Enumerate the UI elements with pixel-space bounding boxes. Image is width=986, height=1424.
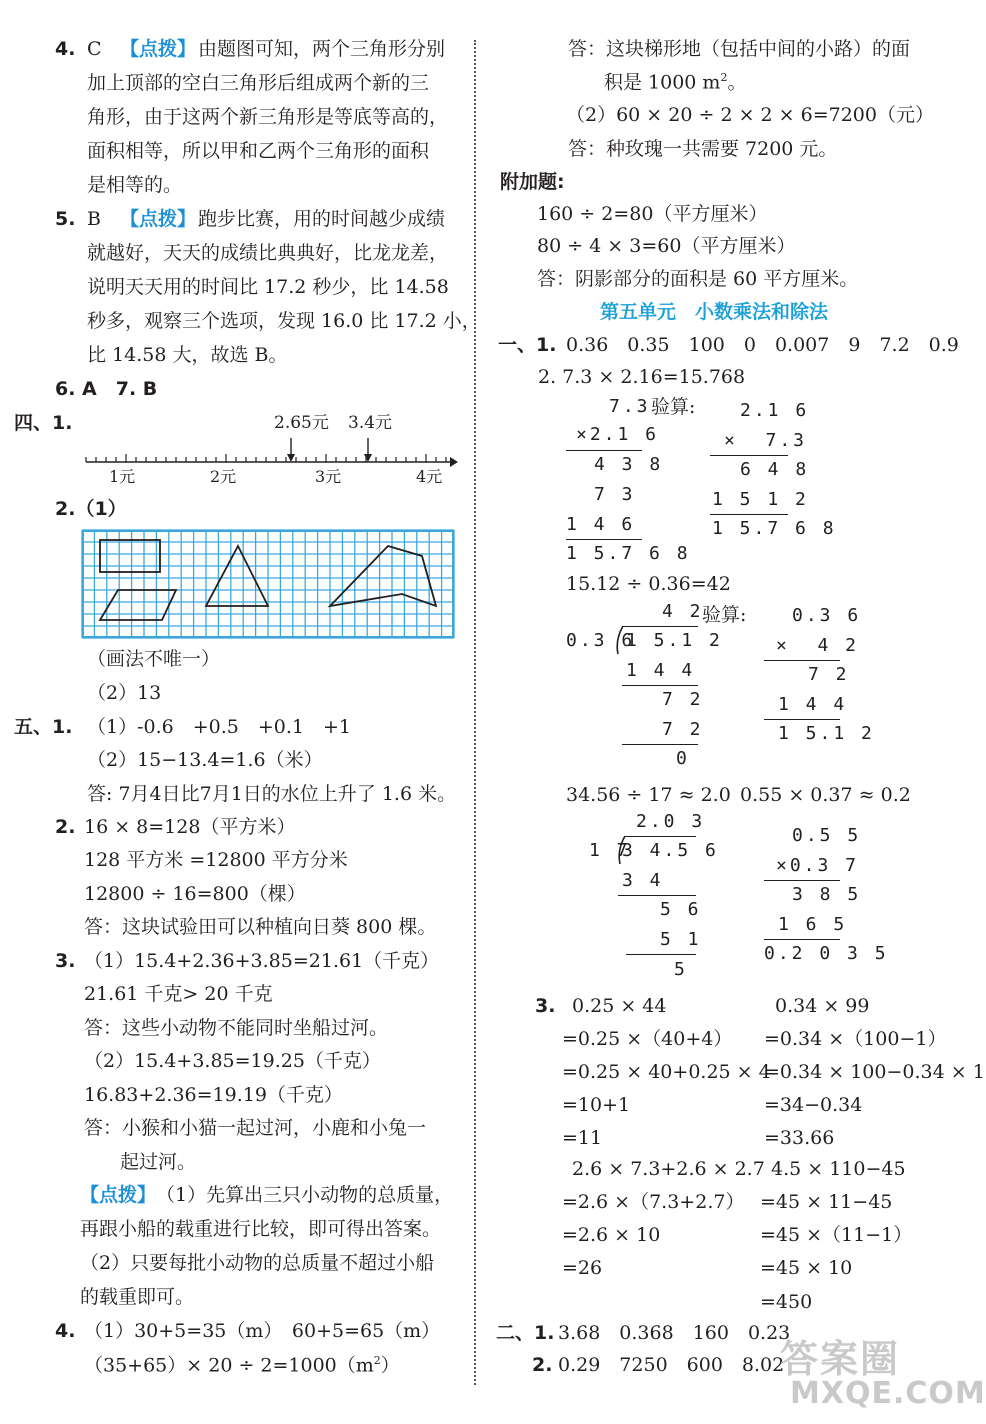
q6-q7-answers: 6. A 7. B: [55, 378, 158, 400]
mult4-result: 0.2 0 3 5: [764, 943, 889, 964]
div2-vinculum: [624, 836, 696, 837]
r-answer4-cost: 答：种玫瑰一共需要 7200 元。: [568, 138, 838, 160]
s5-q3-tip-line3: （2）只要每批小动物的总质量不超过小船: [80, 1252, 435, 1274]
s5-q3-answer2-line1: 答：小猴和小猫一起过河，小鹿和小兔一: [84, 1117, 427, 1139]
q4-line5: 是相等的。: [87, 174, 183, 196]
q5-line2: 就越好，天天的成绩比典典好，比龙龙差，: [87, 242, 449, 264]
s5-q3-line1: （1）15.4+2.36+3.85=21.61（千克）: [84, 950, 440, 972]
s5-q4-line2: $(35+65)\times 20 \div 2=1000(m^2)$: [84, 1354, 400, 1377]
calc4-line: =450: [760, 1291, 813, 1313]
s5-q4-line1: （1）30+5=35（m） 60+5=65（m）: [84, 1320, 441, 1342]
mult1-multiplier: ×2.1 6: [576, 424, 660, 445]
mult3-line2: [764, 719, 840, 720]
calc1-line: =11: [562, 1127, 603, 1149]
div2-subtract1: 3 4: [622, 870, 664, 891]
s5-q4-number: 4.: [55, 1320, 76, 1342]
r-section-2-q2-values: 0.29 7250 600 8.02: [558, 1354, 785, 1376]
q4-line2: 加上顶部的空白三角形后组成两个新的三: [87, 72, 430, 94]
calc3-line: =2.6 × 10: [562, 1224, 661, 1246]
s5-q3-number: 3.: [55, 950, 76, 972]
r-section-2-q1-values: 3.68 0.368 160 0.23: [558, 1322, 791, 1344]
div2-divisor: 1 7: [589, 840, 631, 861]
approx-division: 34.56 ÷ 17 ≈ 2.0: [566, 784, 731, 806]
mult4-multiplicand: 0.5 5: [792, 825, 862, 846]
calc2-line: =33.66: [764, 1127, 835, 1149]
s5-q2-line1: 16 × 8=128（平方米）: [84, 816, 296, 838]
column-divider: [474, 40, 476, 1385]
section-5-label: 五、1.: [14, 716, 73, 738]
mult1-partial2: 7 3: [594, 484, 636, 505]
mult4-multiplier: ×0.3 7: [776, 855, 860, 876]
q5-line5: 比 14.58 大，故选 B。: [87, 344, 288, 366]
s5-q1-part1: （1）-0.6 +0.5 +0.1 +1: [87, 716, 352, 738]
mult1-multiplicand: 7.3: [609, 396, 651, 417]
mult4-partial2: 1 6 5: [778, 914, 848, 935]
calc4-line: =45 ×（11−1）: [760, 1224, 913, 1246]
watermark-url: MXQE.COM: [790, 1376, 986, 1411]
mult1-partial1: 4 3 8: [594, 454, 664, 475]
r-section-2-q2-number: 2.: [532, 1354, 553, 1376]
number-line-label-4: 4元: [416, 467, 443, 486]
div2-line1: [618, 895, 696, 896]
r-section-1-values: 0.36 0.35 100 0 0.007 9 7.2 0.9: [566, 334, 959, 356]
div2-line2: [626, 954, 696, 955]
mult3-partial2: 1 4 4: [778, 694, 848, 715]
q5-number: 5.: [55, 208, 76, 230]
extra-line1: 160 ÷ 2=80（平方厘米）: [537, 203, 768, 225]
calc4-line: 4.5 × 110−45: [771, 1158, 906, 1180]
calc2-line: 0.34 × 99: [775, 995, 870, 1017]
calc2-line: =34−0.34: [764, 1094, 863, 1116]
s5-q3-line2: 21.61 千克> 20 千克: [84, 983, 273, 1005]
r-answer4-line1: 答：这块梯形地（包括中间的小路）的面: [568, 38, 911, 60]
mult4-partial1: 3 8 5: [792, 884, 862, 905]
s5-q2-answer: 答：这块试验田可以种植向日葵 800 棵。: [84, 916, 437, 938]
q2-part2: （2）13: [87, 682, 162, 704]
q4-tip-tag: 【点拨】: [120, 38, 197, 60]
mult3-multiplier: × 4 2: [776, 635, 860, 656]
calc1-line: 0.25 × 44: [572, 995, 667, 1017]
section-4-label: 四、1.: [14, 412, 73, 434]
s5-q1-part2: （2）15−13.4=1.6（米）: [87, 749, 323, 771]
s5-q3-line3: （2）15.4+3.85=19.25（千克）: [84, 1050, 381, 1072]
q5-line4: 秒多，观察三个选项，发现 16.0 比 17.2 小，: [87, 310, 481, 332]
number-line-label-1: 1元: [109, 467, 136, 486]
r-q4-part2: （2）60 × 20 ÷ 2 × 2 × 6=7200（元）: [566, 104, 934, 126]
mult2-line2: [710, 514, 788, 515]
check-label-2: 验算:: [702, 604, 747, 626]
s5-q2-line3: 12800 ÷ 16=800（棵）: [84, 883, 306, 905]
approx-multiplication: 0.55 × 0.37 ≈ 0.2: [740, 784, 911, 806]
div1-vinculum: [622, 626, 698, 627]
grid-drawing: [82, 530, 454, 638]
div2-remainder2: 5: [674, 959, 688, 980]
calc2-line: =0.34 × 100−0.34 × 1: [764, 1061, 985, 1083]
s5-q3-tip-line4: 的载重即可。: [80, 1286, 195, 1308]
div1-subtract1: 1 4 4: [626, 660, 696, 681]
div2-dividend: 3 4.5 6: [622, 840, 719, 861]
div1-line2: [622, 744, 698, 745]
div2-quotient: 2.0 3: [636, 811, 706, 832]
calc2-line: =0.34 ×（100−1）: [764, 1028, 947, 1050]
mult3-line1: [764, 660, 840, 661]
extra-answer: 答：阴影部分的面积是 60 平方厘米。: [537, 268, 859, 290]
q4-line4: 面积相等，所以甲和乙两个三角形的面积: [87, 140, 430, 162]
calc4-line: =45 × 11−45: [760, 1191, 893, 1213]
div1-line1: [622, 685, 698, 686]
q5-tip-tag: 【点拨】: [120, 208, 197, 230]
s5-q1-answer: 答: 7月4日比7月1日的水位上升了 1.6 米。: [87, 783, 457, 805]
s5-q2-line2: 128 平方米 =12800 平方分米: [84, 849, 348, 871]
mult1-line1: [566, 450, 642, 451]
div1-remainder2: 0: [676, 748, 690, 769]
div2-subtract2: 5 1: [660, 929, 702, 950]
calc4-line: =45 × 10: [760, 1257, 853, 1279]
s5-q3-answer2-line2: 起过河。: [120, 1151, 197, 1173]
extra-question-label: 附加题:: [500, 171, 565, 193]
q4-line3: 角形，由于这两个新三角形是等底等高的，: [87, 106, 449, 128]
div1-remainder1: 7 2: [662, 689, 704, 710]
calc1-line: =10+1: [562, 1094, 631, 1116]
calc3-line: =2.6 ×（7.3+2.7）: [562, 1191, 745, 1213]
r-answer4-line2: 积是 1000 $m^2$。: [604, 71, 747, 94]
mult2-multiplicand: 2.1 6: [740, 400, 810, 421]
mult4-line1: [764, 880, 840, 881]
s5-q3-line4: 16.83+2.36=19.19（千克）: [84, 1084, 343, 1106]
q5-line1: 跑步比赛，用的时间越少成绩: [198, 208, 446, 230]
div1-subtract2: 7 2: [662, 719, 704, 740]
s5-q2-number: 2.: [55, 816, 76, 838]
mult3-result: 1 5.1 2: [778, 723, 875, 744]
q2-part1: 2.（1）: [55, 498, 127, 520]
div1-quotient: 4 2: [662, 601, 704, 622]
r-q2-equation: 2. 7.3 × 2.16=15.768: [538, 366, 746, 388]
number-line-label-3: 3元: [315, 467, 342, 486]
mult2-partial2: 1 5 1 2: [712, 489, 809, 510]
mult1-result: 1 5.7 6 8: [566, 543, 691, 564]
q4-line1: 由题图可知，两个三角形分别: [198, 38, 446, 60]
r-section-1-label: 一、1.: [498, 334, 557, 356]
mult2-partial1: 6 4 8: [740, 459, 810, 480]
q4-number: 4.: [55, 38, 76, 60]
mult3-partial1: 7 2: [808, 664, 850, 685]
q5-answer: B: [87, 208, 101, 230]
mult1-partial3: 1 4 6: [566, 514, 636, 535]
q5-line3: 说明天天用的时间比 17.2 秒少，比 14.58: [87, 276, 449, 298]
calc1-line: =0.25 × 40+0.25 × 4: [562, 1061, 771, 1083]
s5-q3-tip-line2: 再跟小船的载重进行比较，即可得出答案。: [80, 1218, 442, 1240]
calc1-line: =0.25 ×（40+4）: [562, 1028, 733, 1050]
r-section-2-label: 二、1.: [496, 1322, 555, 1344]
q4-answer: C: [87, 38, 102, 60]
mult3-multiplicand: 0.3 6: [792, 605, 862, 626]
mult2-line1: [710, 455, 788, 456]
grid-note: （画法不唯一）: [87, 648, 221, 670]
mult2-result: 1 5.7 6 8: [712, 518, 837, 539]
s5-q3-tip-tag: 【点拨】: [80, 1184, 157, 1206]
div2-remainder1: 5 6: [660, 899, 702, 920]
number-line-mark-2-65: 2.65元: [274, 413, 329, 433]
calc3-line: 2.6 × 7.3+2.6 × 2.7: [572, 1158, 765, 1180]
mult4-line2: [764, 939, 840, 940]
mult1-line2: [566, 539, 642, 540]
s5-q3-tip-line1: （1）先算出三只小动物的总质量，: [156, 1184, 454, 1206]
division1-equation: 15.12 ÷ 0.36=42: [566, 573, 731, 595]
number-line-mark-3-4: 3.4元: [348, 413, 393, 433]
watermark-logo: 答案圈: [780, 1337, 901, 1381]
mult2-multiplier: × 7.3: [724, 430, 808, 451]
r-q3-number: 3.: [535, 995, 556, 1017]
s5-q3-answer1: 答：这些小动物不能同时坐船过河。: [84, 1017, 389, 1039]
div1-divisor: 0.3 6: [566, 630, 636, 651]
number-line: [80, 410, 460, 490]
calc3-line: =26: [562, 1257, 603, 1279]
unit-title: 第五单元 小数乘法和除法: [600, 301, 829, 323]
check-label-1: 验算:: [651, 396, 696, 418]
number-line-label-2: 2元: [210, 467, 237, 486]
div1-dividend: 1 5.1 2: [626, 630, 723, 651]
extra-line2: 80 ÷ 4 × 3=60（平方厘米）: [537, 235, 796, 257]
